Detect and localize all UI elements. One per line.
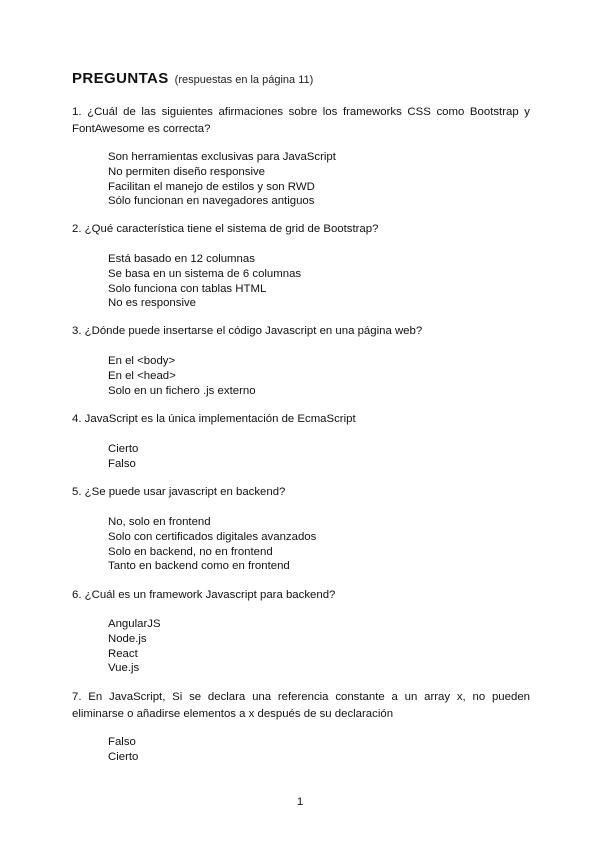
question-6-option: Node.js [108,632,147,645]
question-6-option: Vue.js [108,662,140,675]
question-5-options [108,515,316,574]
answers-reference: (respuestas en la página 11) [174,74,314,86]
question-1-option: Facilitan el manejo de estilos y son RWD [108,180,315,193]
question-5-text: 5. ¿Se puede usar javascript en backend? [72,486,286,498]
question-6-option: AngularJS [108,618,161,630]
question-2-option: Se basa en un sistema de 6 columnas [108,267,302,280]
question-7-option: Cierto [108,750,139,763]
question-7-text: 7. En JavaScript, Si se declara una referencia constante a un array x, no pueden eliminarse o añadirse elementos a x después de su declaración [72,691,530,720]
question-1-text: 1. ¿Cuál de las siguientes afirmaciones sobre los frameworks CSS como Bootstrap y FontAwesome es correcta? [72,106,530,135]
question-4-options [108,442,138,472]
question-3-option: Solo en un fichero .js externo [108,384,256,397]
question-3-text: 3. ¿Dónde puede insertarse el código Javascript en una página web? [72,325,423,337]
question-4-option: Cierto [108,443,139,455]
question-3-option: En el <head> [108,369,176,382]
question-6-text: 6. ¿Cuál es un framework Javascript para backend? [72,589,336,601]
question-1-option: Son herramientas exclusivas para JavaScript [108,151,336,163]
question-2-option: Solo funciona con tablas HTML [108,282,267,295]
question-5-option: Solo con certificados digitales avanzados [108,530,317,543]
question-2-option: No es responsive [108,297,197,310]
page-number: 1 [296,796,304,808]
question-1-options [108,150,336,209]
question-7-option: Falso [108,736,136,748]
question-3-options [108,354,256,398]
question-5-option: No, solo en frontend [108,516,211,528]
question-4-text: 4. JavaScript es la única implementación de EcmaScript [72,413,356,425]
question-2-option: Está basado en 12 columnas [108,253,255,265]
question-1-option: Sólo funcionan en navegadores antiguos [108,195,315,208]
question-4-option: Falso [108,457,136,470]
question-2-text: 2. ¿Qué característica tiene el sistema de grid de Bootstrap? [72,223,379,235]
question-6-option: React [108,647,138,660]
section-heading [72,70,313,88]
question-5-option: Solo en backend, no en frontend [108,545,273,558]
question-3-option: En el <body> [108,355,176,367]
question-7-options [108,735,138,765]
question-1-option: No permiten diseño responsive [108,165,266,178]
question-6-options [108,617,161,676]
page-title: PREGUNTAS [72,70,169,87]
question-2-options [108,252,301,311]
question-5-option: Tanto en backend como en frontend [108,560,290,573]
